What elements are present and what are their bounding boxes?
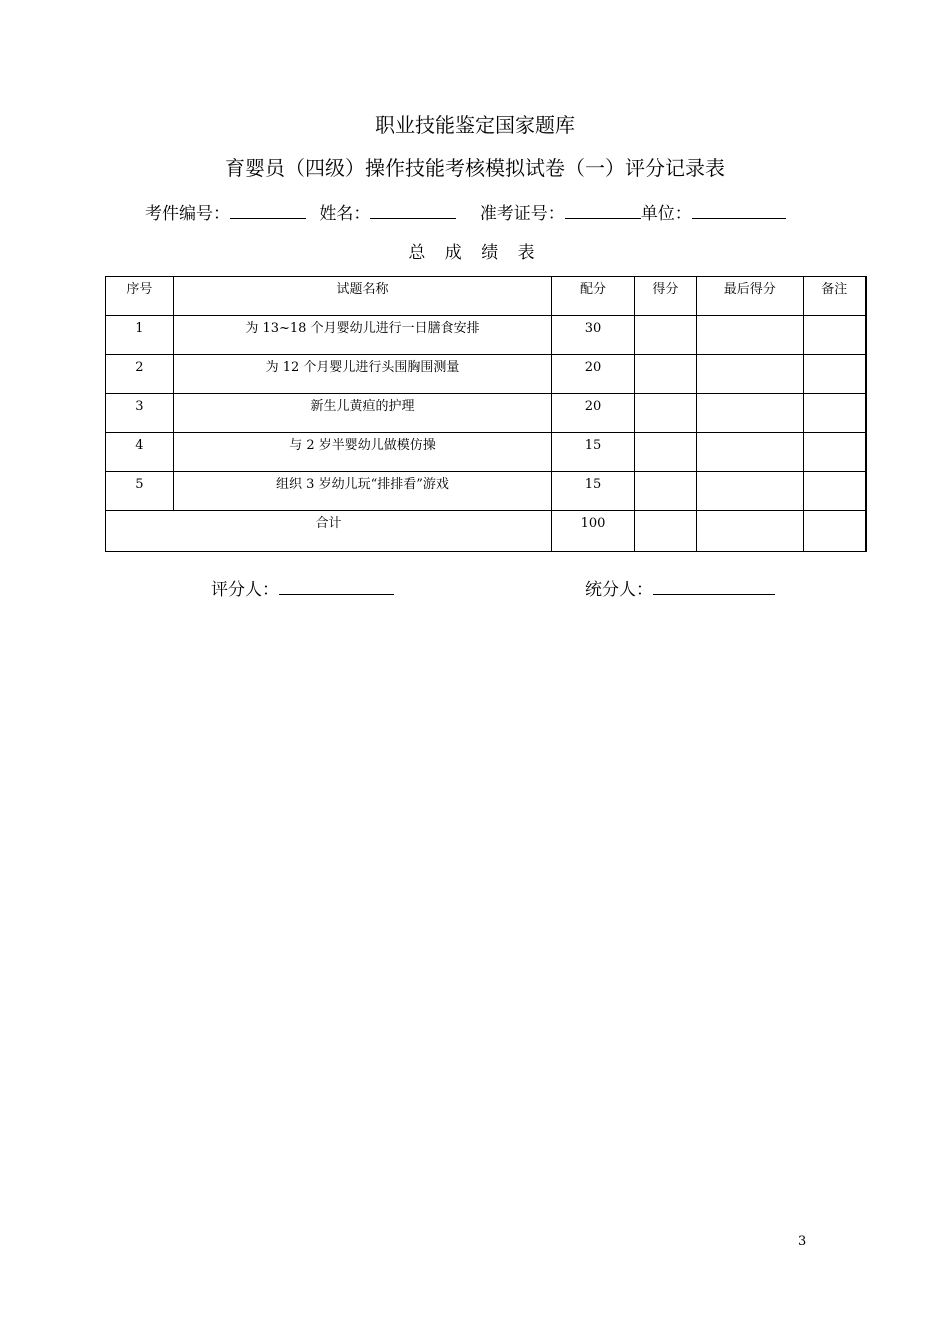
row-score-cell[interactable] (634, 394, 696, 433)
total-points: 100 (552, 511, 635, 552)
row-final-score-cell[interactable] (696, 355, 803, 394)
col-header-final-score: 最后得分 (696, 277, 803, 316)
scorer-signature-line[interactable] (279, 576, 394, 595)
row-final-score-cell[interactable] (696, 394, 803, 433)
row-name: 为 12 个月婴儿进行头围胸围测量 (173, 355, 551, 394)
row-score-cell[interactable] (634, 355, 696, 394)
row-points: 15 (552, 433, 635, 472)
col-header-points: 配分 (552, 277, 635, 316)
name-field[interactable] (370, 201, 456, 219)
admission-field[interactable] (565, 201, 641, 219)
row-final-score-cell[interactable] (696, 472, 803, 511)
scorer-label: 评分人： (211, 580, 279, 600)
table-row (106, 472, 867, 511)
admission-label: 准考证号： (479, 204, 565, 224)
exam-no-label: 考件编号： (145, 204, 230, 224)
unit-label: 单位： (640, 204, 692, 224)
col-header-remarks: 备注 (803, 277, 866, 316)
col-header-no: 序号 (106, 277, 174, 316)
row-points: 30 (552, 316, 635, 355)
col-header-score: 得分 (634, 277, 696, 316)
row-name: 新生儿黄疸的护理 (173, 394, 551, 433)
table-header-row (106, 277, 867, 316)
table-total-row (106, 511, 867, 552)
total-label: 合计 (106, 511, 552, 552)
row-score-cell[interactable] (634, 316, 696, 355)
row-remarks-cell[interactable] (803, 316, 866, 355)
unit-field[interactable] (692, 201, 786, 219)
total-final-score-cell[interactable] (696, 511, 803, 552)
row-final-score-cell[interactable] (696, 433, 803, 472)
page-number: 3 (798, 1234, 807, 1249)
total-score-cell[interactable] (634, 511, 696, 552)
total-remarks-cell[interactable] (803, 511, 866, 552)
tallier-signature (585, 576, 775, 602)
row-no: 4 (106, 433, 174, 472)
candidate-info-row (145, 201, 786, 226)
row-remarks-cell[interactable] (803, 472, 866, 511)
row-no: 2 (106, 355, 174, 394)
row-points: 20 (552, 394, 635, 433)
exam-no-field[interactable] (230, 201, 306, 219)
summary-table-title: 总 成 绩 表 (408, 243, 542, 263)
row-name: 与 2 岁半婴幼儿做模仿操 (173, 433, 551, 472)
tallier-signature-line[interactable] (653, 576, 775, 595)
row-final-score-cell[interactable] (696, 316, 803, 355)
name-label: 姓名： (319, 204, 371, 224)
table-row (106, 394, 867, 433)
table-row (106, 316, 867, 355)
row-score-cell[interactable] (634, 433, 696, 472)
score-table (105, 276, 867, 552)
scorer-signature (211, 576, 394, 602)
row-remarks-cell[interactable] (803, 355, 866, 394)
row-score-cell[interactable] (634, 472, 696, 511)
row-remarks-cell[interactable] (803, 433, 866, 472)
document-title: 职业技能鉴定国家题库 (375, 113, 575, 137)
row-name: 组织 3 岁幼儿玩“排排看”游戏 (173, 472, 551, 511)
row-name: 为 13~18 个月婴幼儿进行一日膳食安排 (173, 316, 551, 355)
table-row (106, 355, 867, 394)
tallier-label: 统分人： (585, 580, 653, 600)
row-no: 5 (106, 472, 174, 511)
col-header-name: 试题名称 (173, 277, 551, 316)
row-points: 20 (552, 355, 635, 394)
row-no: 1 (106, 316, 174, 355)
table-row (106, 433, 867, 472)
row-remarks-cell[interactable] (803, 394, 866, 433)
document-subtitle: 育婴员（四级）操作技能考核模拟试卷（一）评分记录表 (225, 156, 725, 180)
row-no: 3 (106, 394, 174, 433)
row-points: 15 (552, 472, 635, 511)
